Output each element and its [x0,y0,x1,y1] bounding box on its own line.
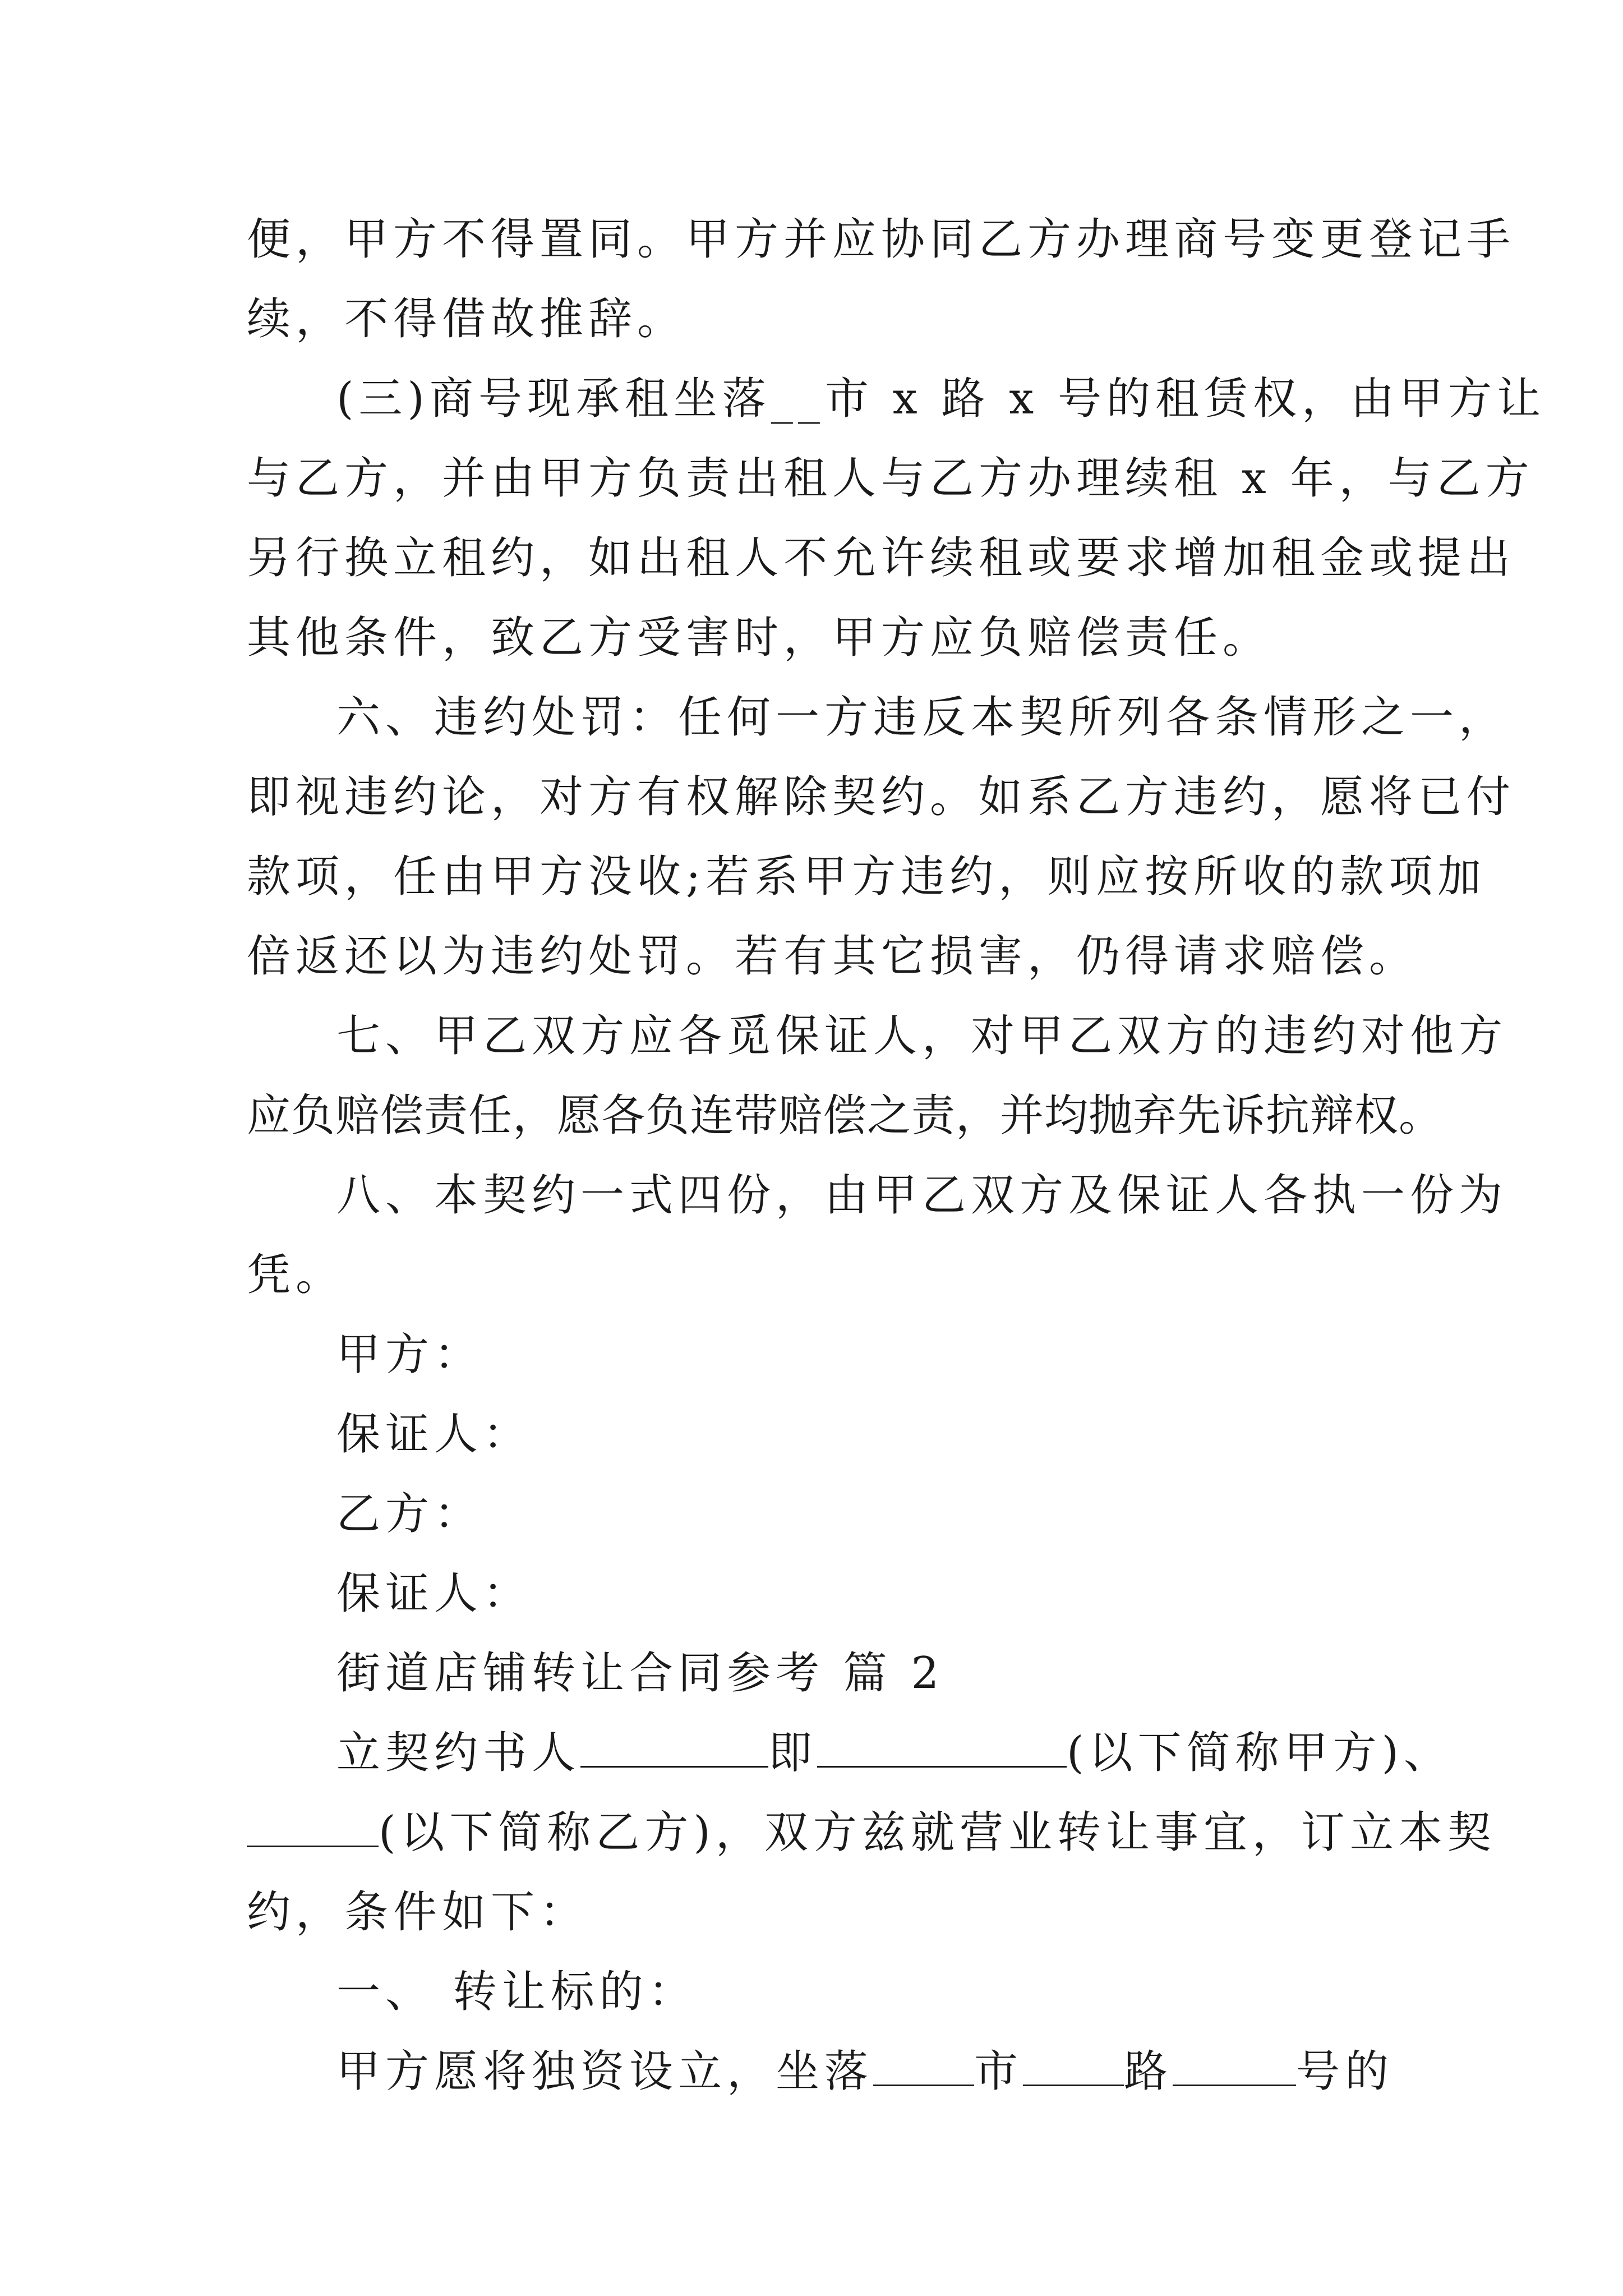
blank-field [247,1811,379,1847]
text-line: 另行换立租约，如出租人不允许续租或要求增加租金或提出 [247,533,1516,583]
signature-label-guarantor: 保证人： [336,1568,532,1619]
text-line: 倍返还以为违约处罚。若有其它损害，仍得请求赔偿。 [247,931,1418,982]
text-line: 便，甲方不得置同。甲方并应协同乙方办理商号变更登记手 [247,214,1516,265]
text-line: 约，条件如下： [247,1887,589,1938]
signature-label-party-a: 甲方： [336,1329,483,1380]
text-fragment: 立契约书人 [336,1728,581,1778]
text-line: 与乙方，并由甲方负责出租人与乙方办理续租 x 年，与乙方 [247,453,1534,504]
text-line: 七、甲乙双方应各觅保证人，对甲乙双方的违约对他方 [336,1011,1508,1061]
text-line [336,1728,1453,1778]
text-line: 款项，任由甲方没收;若系甲方违约，则应按所收的款项加 [247,852,1487,902]
text-fragment: 即 [768,1728,818,1778]
text-line: 六、违约处罚：任何一方违反本契所列各条情形之一， [336,692,1508,743]
text-fragment: 市 [974,2046,1023,2097]
text-line [336,2046,1394,2097]
text-line: 其他条件，致乙方受害时，甲方应负赔偿责任。 [247,613,1272,663]
blank-field [1173,2050,1296,2086]
text-fragment: 路 [1124,2046,1173,2097]
text-fragment: 甲方愿将独资设立，坐落 [336,2046,874,2097]
blank-field [580,1731,768,1768]
blank-field [817,1731,1067,1768]
text-line: 应负赔偿责任，愿各负连带赔偿之责，并均抛弃先诉抗辩权。 [247,1091,1444,1141]
signature-label-guarantor: 保证人： [336,1409,532,1460]
signature-label-party-b: 乙方： [336,1489,483,1539]
text-line: 凭。 [247,1250,345,1300]
blank-field [873,2050,974,2086]
text-line: 八、本契约一式四份，由甲乙双方及保证人各执一份为 [336,1170,1508,1221]
text-line: 续，不得借故推辞。 [247,294,686,344]
text-fragment: (以下简称乙方)，双方兹就营业转让事宜，订立本契 [379,1807,1496,1858]
text-line: (三)商号现承租坐落__市 x 路 x 号的租赁权，由甲方让 [336,374,1546,424]
section-heading: 街道店铺转让合同参考 篇 2 [336,1648,944,1699]
text-fragment: 号的 [1296,2046,1394,2097]
subsection-heading: 一、 转让标的： [336,1967,697,2017]
text-fragment: (以下简称甲方)、 [1067,1728,1453,1778]
text-line [247,1807,1496,1858]
text-line: 即视违约论，对方有权解除契约。如系乙方违约，愿将已付 [247,772,1516,822]
blank-field [1023,2050,1124,2086]
